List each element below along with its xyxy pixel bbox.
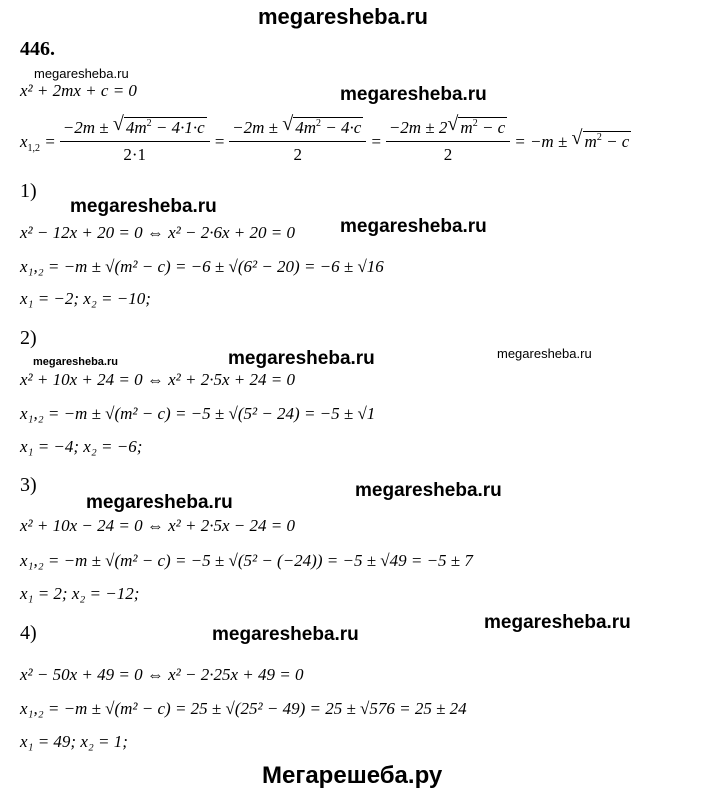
watermark: megaresheba.ru <box>484 612 631 633</box>
fraction: −2m ± 2 √ $m^2 - c$ 2 <box>386 117 510 166</box>
watermark: megaresheba.ru <box>228 348 375 369</box>
watermark: megaresheba.ru <box>33 356 118 368</box>
part-label: 3) <box>20 474 37 496</box>
part-roots: x₁ = −4; x₂ = −6; <box>20 437 143 456</box>
watermark: megaresheba.ru <box>34 66 129 81</box>
part-label: 2) <box>20 327 37 349</box>
watermark: megaresheba.ru <box>340 84 487 105</box>
part-roots: x₁ = 49; x₂ = 1; <box>20 732 128 751</box>
part-solution: x₁,₂ = −m ± √(m² − c) = 25 ± √(25² − 49) = 25 ± √576 = 25 ± 24 <box>20 699 467 718</box>
part-equation: x² + 10x − 24 = 0 ⇔ x² + 2·5x − 24 = 0 <box>20 516 295 535</box>
part-solution: x₁,₂ = −m ± √(m² − c) = −5 ± √(5² − 24) = −5 ± √1 <box>20 404 376 423</box>
watermark: megaresheba.ru <box>212 624 359 645</box>
watermark: megaresheba.ru <box>355 480 502 501</box>
part-label: 1) <box>20 180 37 202</box>
watermark: megaresheba.ru <box>70 196 217 217</box>
watermark: megaresheba.ru <box>497 346 592 361</box>
part-solution: x₁,₂ = −m ± √(m² − c) = −5 ± √(5² − (−24)) = −5 ± √49 = −5 ± 7 <box>20 551 473 570</box>
problem-number: 446. <box>20 38 55 60</box>
part-equation: x² − 50x + 49 = 0 ⇔ x² − 2·25x + 49 = 0 <box>20 665 304 684</box>
part-equation: x² + 10x + 24 = 0 ⇔ x² + 2·5x + 24 = 0 <box>20 370 295 389</box>
part-roots: x₁ = 2; x₂ = −12; <box>20 584 140 603</box>
general-equation: x² + 2mx + c = 0 <box>20 81 137 100</box>
footer-watermark: Мегарешеба.ру <box>262 762 443 789</box>
part-solution: x₁,₂ = −m ± √(m² − c) = −6 ± √(6² − 20) = −6 ± √16 <box>20 257 384 276</box>
part-equation: x² − 12x + 20 = 0 ⇔ x² − 2·6x + 20 = 0 <box>20 223 295 242</box>
watermark: megaresheba.ru <box>340 216 487 237</box>
part-label: 4) <box>20 622 37 644</box>
watermark: megaresheba.ru <box>86 492 233 513</box>
fraction: −2m ± √ $4m^2 - 4\cdot c$ 2 <box>229 117 366 166</box>
part-roots: x₁ = −2; x₂ = −10; <box>20 289 151 308</box>
fraction: −2m ± √ $4m^2 - 4\cdot 1\cdot c$ 2·1 <box>60 117 210 166</box>
header-watermark: megaresheba.ru <box>258 4 428 29</box>
general-formula: $x_{1,2}$ = −2m ± √ $4m^2 - 4\cdot 1\cdot c$ 2·1 = −2m ± √ $4m^2 - 4\cdot c$ 2 = −2m ± 2 √ $m^2 - c$ 2 = −m ± √ $m^2 - c$ <box>20 113 630 164</box>
